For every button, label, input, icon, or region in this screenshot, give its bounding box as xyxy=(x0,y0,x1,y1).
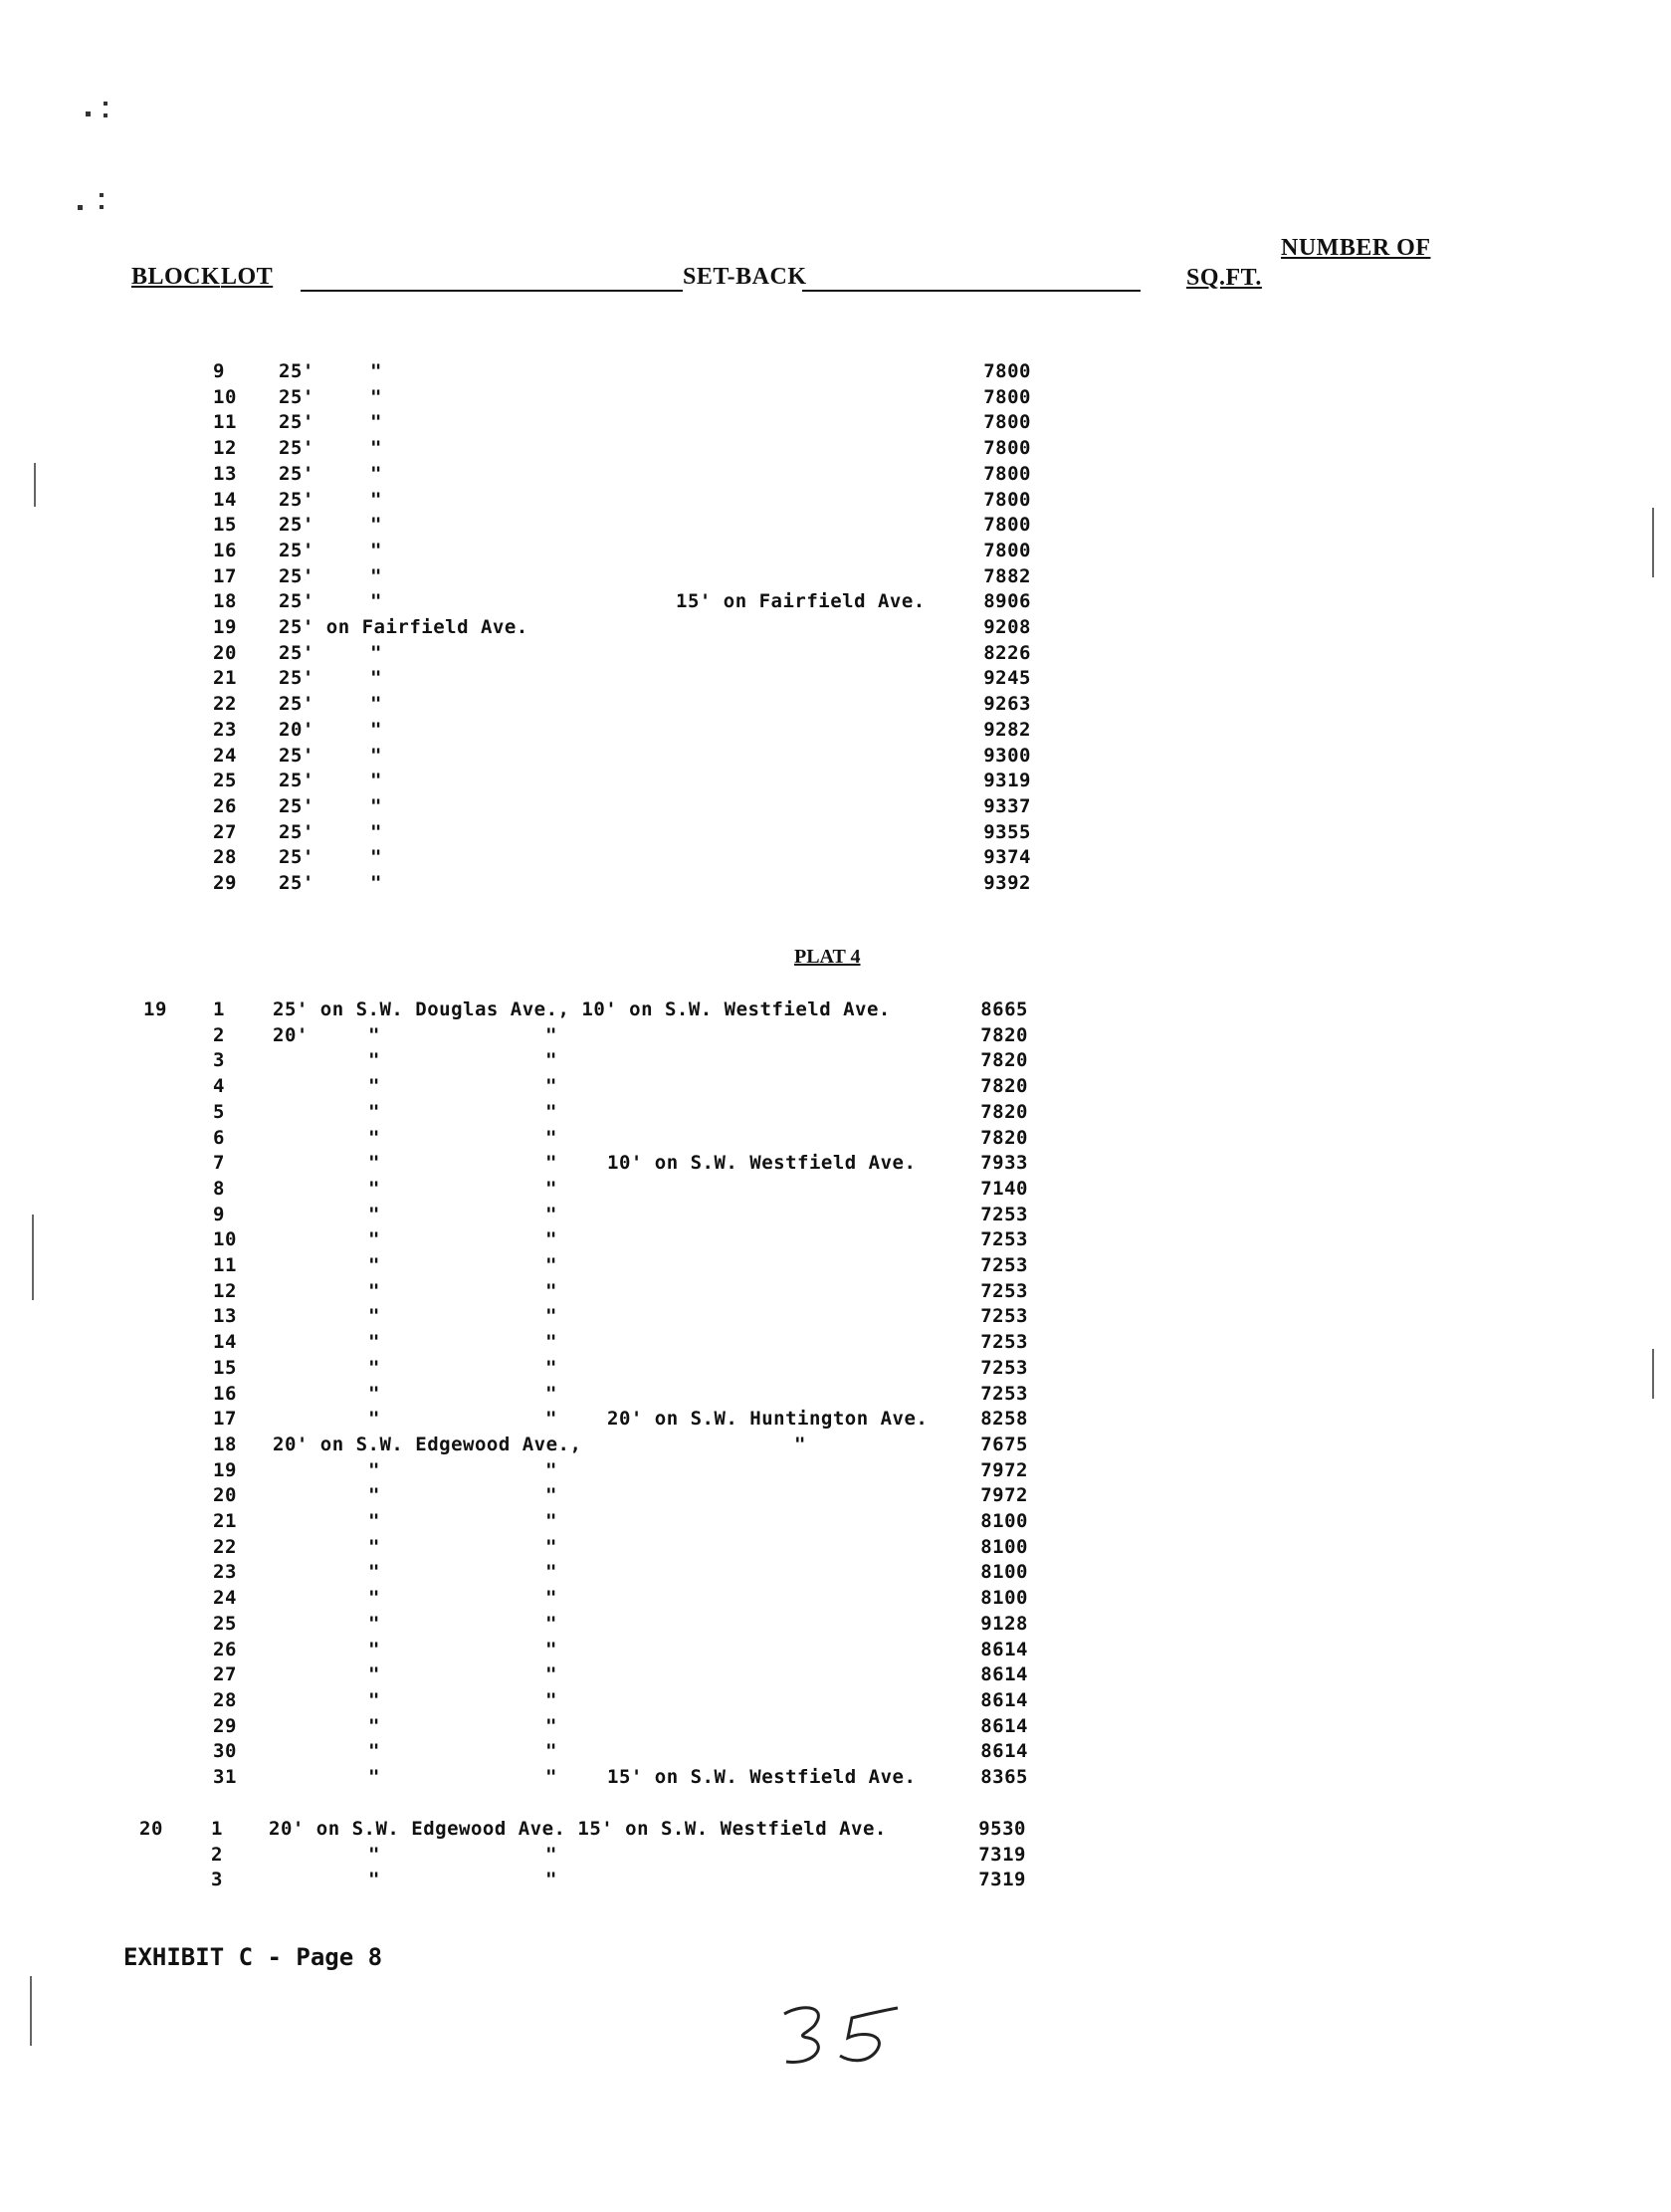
setback-secondary: 10' on S.W. Westfield Ave. xyxy=(607,1152,917,1174)
ditto-mark: " xyxy=(370,489,382,511)
square-feet: 7800 xyxy=(983,489,1031,511)
lot-number: 5 xyxy=(213,1101,225,1123)
scan-speck xyxy=(100,205,104,209)
ditto-mark: " xyxy=(368,1383,380,1405)
square-feet: 7253 xyxy=(980,1331,1028,1353)
lot-number: 19 xyxy=(213,1459,237,1481)
ditto-mark: " xyxy=(545,1587,557,1609)
ditto-mark: " xyxy=(368,1408,380,1430)
handwritten-page-number xyxy=(766,1996,926,2076)
ditto-mark: " xyxy=(545,1101,557,1123)
square-feet: 7800 xyxy=(983,360,1031,382)
ditto-mark: " xyxy=(368,1331,380,1353)
ditto-mark: " xyxy=(368,1228,380,1250)
setback-primary: 25' xyxy=(279,514,314,536)
exhibit-footer: EXHIBIT C - Page 8 xyxy=(123,1943,383,1971)
scan-speck xyxy=(104,113,107,117)
lot-number: 31 xyxy=(213,1766,237,1788)
square-feet: 9530 xyxy=(978,1818,1026,1840)
lot-number: 19 xyxy=(213,616,237,638)
lot-number: 18 xyxy=(213,1434,237,1455)
square-feet: 7253 xyxy=(980,1305,1028,1327)
setback-primary: 25' on S.W. Douglas Ave., 10' on S.W. Westfield Ave. xyxy=(273,998,891,1020)
ditto-mark: " xyxy=(370,872,382,894)
ditto-mark: " xyxy=(545,1152,557,1174)
lot-number: 8 xyxy=(213,1178,225,1200)
ditto-mark: " xyxy=(545,1689,557,1711)
ditto-mark: " xyxy=(545,1228,557,1250)
ditto-mark: " xyxy=(368,1152,380,1174)
square-feet: 7319 xyxy=(978,1844,1026,1866)
ditto-mark: " xyxy=(370,846,382,868)
lot-number: 15 xyxy=(213,514,237,536)
ditto-mark: " xyxy=(368,1715,380,1737)
square-feet: 7253 xyxy=(980,1280,1028,1302)
square-feet: 7933 xyxy=(980,1152,1028,1174)
ditto-mark: " xyxy=(370,667,382,689)
square-feet: 7800 xyxy=(983,463,1031,485)
ditto-mark: " xyxy=(545,1536,557,1558)
scan-speck xyxy=(86,111,91,116)
square-feet: 8365 xyxy=(980,1766,1028,1788)
ditto-mark: " xyxy=(370,821,382,843)
ditto-mark: " xyxy=(368,1844,380,1866)
ditto-mark: " xyxy=(545,1561,557,1583)
block-number: 19 xyxy=(143,998,167,1020)
lot-number: 9 xyxy=(213,1204,225,1225)
setback-secondary: " xyxy=(794,1434,806,1455)
setback-primary: 25' xyxy=(279,642,314,664)
ditto-mark: " xyxy=(368,1178,380,1200)
square-feet: 7253 xyxy=(980,1204,1028,1225)
square-feet: 9300 xyxy=(983,745,1031,767)
lot-number: 6 xyxy=(213,1127,225,1149)
lot-number: 1 xyxy=(211,1818,223,1840)
lot-number: 21 xyxy=(213,1510,237,1532)
ditto-mark: " xyxy=(368,1049,380,1071)
scan-speck xyxy=(78,205,83,210)
lot-number: 22 xyxy=(213,1536,237,1558)
setback-primary: 25' xyxy=(279,770,314,791)
block-number: 20 xyxy=(139,1818,163,1840)
square-feet: 9319 xyxy=(983,770,1031,791)
lot-number: 10 xyxy=(213,1228,237,1250)
setback-primary: 25' xyxy=(279,745,314,767)
square-feet: 7140 xyxy=(980,1178,1028,1200)
square-feet: 7253 xyxy=(980,1357,1028,1379)
setback-primary: 20' xyxy=(279,719,314,741)
square-feet: 7820 xyxy=(980,1101,1028,1123)
ditto-mark: " xyxy=(545,1510,557,1532)
ditto-mark: " xyxy=(370,386,382,408)
header-block: BLOCK xyxy=(131,264,221,290)
setback-primary: 25' xyxy=(279,872,314,894)
ditto-mark: " xyxy=(368,1766,380,1788)
ditto-mark: " xyxy=(368,1510,380,1532)
ditto-mark: " xyxy=(545,1331,557,1353)
setback-primary: 25' on Fairfield Ave. xyxy=(279,616,528,638)
lot-number: 26 xyxy=(213,1639,237,1660)
lot-number: 30 xyxy=(213,1740,237,1762)
square-feet: 8906 xyxy=(983,590,1031,612)
lot-number: 16 xyxy=(213,1383,237,1405)
setback-primary: 25' xyxy=(279,590,314,612)
header-sq-ft: SQ.FT. xyxy=(1186,265,1262,291)
setback-primary: 25' xyxy=(279,667,314,689)
lot-number: 14 xyxy=(213,489,237,511)
scan-speck xyxy=(100,193,104,197)
lot-number: 10 xyxy=(213,386,237,408)
lot-number: 22 xyxy=(213,693,237,715)
setback-primary: 25' xyxy=(279,693,314,715)
square-feet: 8614 xyxy=(980,1663,1028,1685)
setback-primary: 20' on S.W. Edgewood Ave., xyxy=(273,1434,582,1455)
lot-number: 24 xyxy=(213,1587,237,1609)
header-rule-left xyxy=(301,290,683,292)
ditto-mark: " xyxy=(368,1587,380,1609)
lot-number: 9 xyxy=(213,360,225,382)
header-number-of: NUMBER OF xyxy=(1281,235,1431,261)
square-feet: 8100 xyxy=(980,1536,1028,1558)
ditto-mark: " xyxy=(545,1766,557,1788)
ditto-mark: " xyxy=(545,1280,557,1302)
ditto-mark: " xyxy=(370,360,382,382)
ditto-mark: " xyxy=(370,719,382,741)
square-feet: 8258 xyxy=(980,1408,1028,1430)
setback-primary: 25' xyxy=(279,821,314,843)
square-feet: 7800 xyxy=(983,386,1031,408)
lot-number: 28 xyxy=(213,1689,237,1711)
margin-mark xyxy=(30,1976,32,2046)
lot-number: 23 xyxy=(213,719,237,741)
lot-number: 28 xyxy=(213,846,237,868)
ditto-mark: " xyxy=(368,1075,380,1097)
ditto-mark: " xyxy=(545,1459,557,1481)
lot-number: 18 xyxy=(213,590,237,612)
header-rule-right xyxy=(802,290,1141,292)
ditto-mark: " xyxy=(368,1127,380,1149)
setback-primary: 20' xyxy=(273,1024,309,1046)
ditto-mark: " xyxy=(368,1357,380,1379)
ditto-mark: " xyxy=(545,1663,557,1685)
square-feet: 9245 xyxy=(983,667,1031,689)
ditto-mark: " xyxy=(368,1254,380,1276)
ditto-mark: " xyxy=(368,1101,380,1123)
setback-secondary: 15' on Fairfield Ave. xyxy=(676,590,926,612)
square-feet: 7675 xyxy=(980,1434,1028,1455)
square-feet: 9128 xyxy=(980,1613,1028,1635)
ditto-mark: " xyxy=(370,693,382,715)
square-feet: 7319 xyxy=(978,1869,1026,1890)
ditto-mark: " xyxy=(368,1639,380,1660)
ditto-mark: " xyxy=(368,1663,380,1685)
ditto-mark: " xyxy=(545,1127,557,1149)
ditto-mark: " xyxy=(368,1689,380,1711)
ditto-mark: " xyxy=(370,514,382,536)
lot-number: 12 xyxy=(213,437,237,459)
ditto-mark: " xyxy=(545,1178,557,1200)
setback-primary: 25' xyxy=(279,411,314,433)
setback-secondary: 15' on S.W. Westfield Ave. xyxy=(607,1766,917,1788)
square-feet: 7882 xyxy=(983,565,1031,587)
ditto-mark: " xyxy=(370,411,382,433)
square-feet: 8226 xyxy=(983,642,1031,664)
margin-mark xyxy=(34,463,36,507)
ditto-mark: " xyxy=(368,1024,380,1046)
ditto-mark: " xyxy=(545,1254,557,1276)
square-feet: 7972 xyxy=(980,1484,1028,1506)
setback-primary: 25' xyxy=(279,489,314,511)
ditto-mark: " xyxy=(545,1204,557,1225)
lot-number: 29 xyxy=(213,872,237,894)
square-feet: 7800 xyxy=(983,437,1031,459)
lot-number: 11 xyxy=(213,411,237,433)
lot-number: 13 xyxy=(213,1305,237,1327)
lot-number: 20 xyxy=(213,642,237,664)
lot-number: 17 xyxy=(213,1408,237,1430)
setback-primary: 25' xyxy=(279,846,314,868)
setback-primary: 25' xyxy=(279,360,314,382)
setback-primary: 25' xyxy=(279,540,314,561)
lot-number: 25 xyxy=(213,770,237,791)
ditto-mark: " xyxy=(545,1639,557,1660)
square-feet: 9282 xyxy=(983,719,1031,741)
ditto-mark: " xyxy=(370,795,382,817)
square-feet: 7253 xyxy=(980,1383,1028,1405)
square-feet: 8614 xyxy=(980,1715,1028,1737)
setback-primary: 25' xyxy=(279,437,314,459)
scan-speck xyxy=(104,102,107,106)
lot-number: 25 xyxy=(213,1613,237,1635)
ditto-mark: " xyxy=(368,1536,380,1558)
ditto-mark: " xyxy=(545,1740,557,1762)
setback-primary: 20' on S.W. Edgewood Ave. 15' on S.W. Westfield Ave. xyxy=(269,1818,887,1840)
ditto-mark: " xyxy=(370,745,382,767)
ditto-mark: " xyxy=(370,437,382,459)
ditto-mark: " xyxy=(545,1024,557,1046)
lot-number: 17 xyxy=(213,565,237,587)
ditto-mark: " xyxy=(545,1484,557,1506)
square-feet: 8665 xyxy=(980,998,1028,1020)
setback-primary: 25' xyxy=(279,463,314,485)
ditto-mark: " xyxy=(370,770,382,791)
lot-number: 24 xyxy=(213,745,237,767)
ditto-mark: " xyxy=(368,1204,380,1225)
lot-number: 3 xyxy=(211,1869,223,1890)
margin-mark xyxy=(1652,508,1654,577)
setback-primary: 25' xyxy=(279,565,314,587)
lot-number: 14 xyxy=(213,1331,237,1353)
square-feet: 8100 xyxy=(980,1510,1028,1532)
ditto-mark: " xyxy=(368,1484,380,1506)
square-feet: 7800 xyxy=(983,540,1031,561)
lot-number: 11 xyxy=(213,1254,237,1276)
setback-secondary: 20' on S.W. Huntington Ave. xyxy=(607,1408,929,1430)
square-feet: 7820 xyxy=(980,1024,1028,1046)
lot-number: 26 xyxy=(213,795,237,817)
ditto-mark: " xyxy=(370,590,382,612)
lot-number: 7 xyxy=(213,1152,225,1174)
square-feet: 8100 xyxy=(980,1587,1028,1609)
ditto-mark: " xyxy=(545,1305,557,1327)
square-feet: 7820 xyxy=(980,1075,1028,1097)
plat-title: PLAT 4 xyxy=(794,946,861,968)
lot-number: 12 xyxy=(213,1280,237,1302)
ditto-mark: " xyxy=(545,1869,557,1890)
ditto-mark: " xyxy=(545,1408,557,1430)
ditto-mark: " xyxy=(368,1740,380,1762)
ditto-mark: " xyxy=(368,1459,380,1481)
margin-mark xyxy=(1652,1349,1654,1399)
square-feet: 8614 xyxy=(980,1689,1028,1711)
setback-primary: 25' xyxy=(279,386,314,408)
ditto-mark: " xyxy=(545,1715,557,1737)
ditto-mark: " xyxy=(368,1305,380,1327)
ditto-mark: " xyxy=(370,540,382,561)
lot-number: 1 xyxy=(213,998,225,1020)
ditto-mark: " xyxy=(368,1613,380,1635)
square-feet: 7972 xyxy=(980,1459,1028,1481)
square-feet: 9263 xyxy=(983,693,1031,715)
square-feet: 7253 xyxy=(980,1228,1028,1250)
square-feet: 9208 xyxy=(983,616,1031,638)
square-feet: 7820 xyxy=(980,1049,1028,1071)
lot-number: 21 xyxy=(213,667,237,689)
ditto-mark: " xyxy=(368,1869,380,1890)
ditto-mark: " xyxy=(370,463,382,485)
square-feet: 9392 xyxy=(983,872,1031,894)
ditto-mark: " xyxy=(370,642,382,664)
lot-number: 27 xyxy=(213,1663,237,1685)
lot-number: 13 xyxy=(213,463,237,485)
lot-number: 15 xyxy=(213,1357,237,1379)
ditto-mark: " xyxy=(368,1561,380,1583)
lot-number: 23 xyxy=(213,1561,237,1583)
square-feet: 7800 xyxy=(983,514,1031,536)
square-feet: 7253 xyxy=(980,1254,1028,1276)
ditto-mark: " xyxy=(545,1049,557,1071)
lot-number: 4 xyxy=(213,1075,225,1097)
square-feet: 9355 xyxy=(983,821,1031,843)
ditto-mark: " xyxy=(545,1383,557,1405)
lot-number: 27 xyxy=(213,821,237,843)
ditto-mark: " xyxy=(370,565,382,587)
ditto-mark: " xyxy=(368,1280,380,1302)
margin-mark xyxy=(32,1215,34,1300)
square-feet: 7800 xyxy=(983,411,1031,433)
header-setback: SET-BACK xyxy=(683,264,807,290)
square-feet: 8100 xyxy=(980,1561,1028,1583)
setback-primary: 25' xyxy=(279,795,314,817)
lot-number: 29 xyxy=(213,1715,237,1737)
square-feet: 9374 xyxy=(983,846,1031,868)
square-feet: 9337 xyxy=(983,795,1031,817)
square-feet: 8614 xyxy=(980,1740,1028,1762)
lot-number: 20 xyxy=(213,1484,237,1506)
lot-number: 2 xyxy=(213,1024,225,1046)
ditto-mark: " xyxy=(545,1357,557,1379)
ditto-mark: " xyxy=(545,1075,557,1097)
header-lot: LOT xyxy=(221,264,274,290)
ditto-mark: " xyxy=(545,1844,557,1866)
lot-number: 3 xyxy=(213,1049,225,1071)
ditto-mark: " xyxy=(545,1613,557,1635)
square-feet: 8614 xyxy=(980,1639,1028,1660)
lot-number: 2 xyxy=(211,1844,223,1866)
lot-number: 16 xyxy=(213,540,237,561)
square-feet: 7820 xyxy=(980,1127,1028,1149)
